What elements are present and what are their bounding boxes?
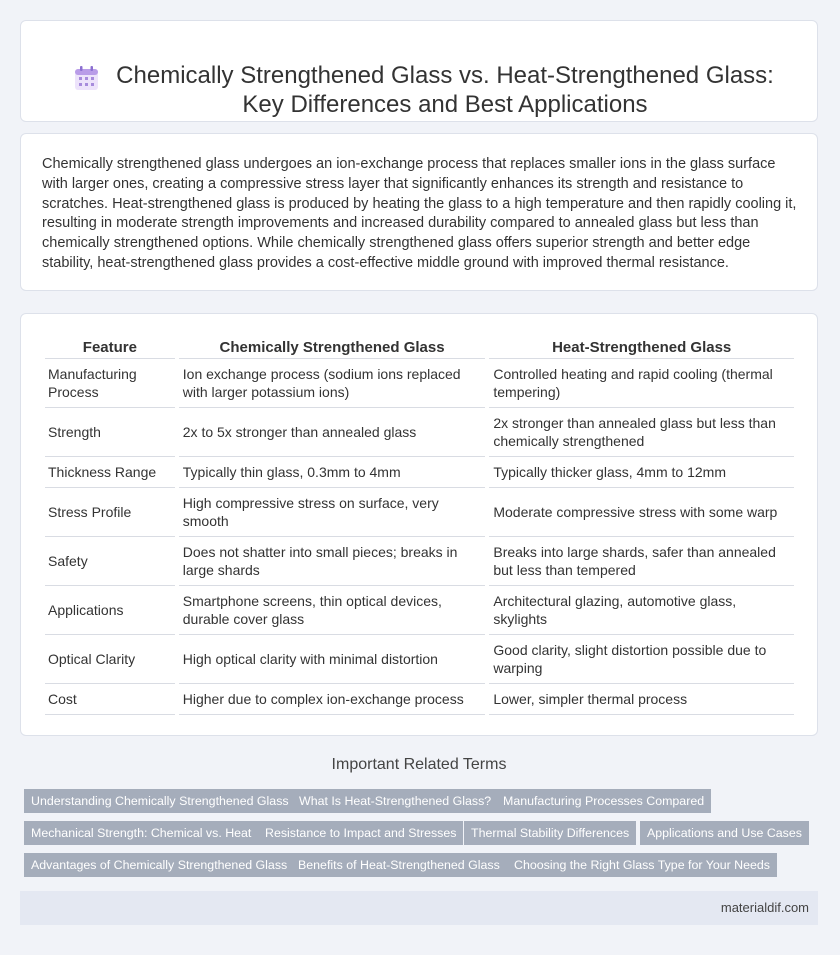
table-row	[45, 537, 794, 586]
table-row	[45, 408, 794, 457]
footer	[20, 891, 818, 925]
table-row	[45, 359, 794, 408]
heat-cell: Breaks into large shards, safer than annealed but less than tempered	[489, 537, 794, 586]
chemical-cell: 2x to 5x stronger than annealed glass	[179, 408, 486, 457]
intro-paragraph: Chemically strengthened glass undergoes an ion-exchange process that replaces smaller ions in the glass surface with larger ones, creating a compressive stress layer that significantly enhances its strength and resistance to scratches. Heat-strengthened glass is produced by heating the glass to a high temperature and then rapidly cooling it, resulting in moderate strength improvements and increased durability compared to annealed glass but less than chemically strengthened options. While chemically strengthened glass offers superior strength and better edge stability, heat-strengthened glass provides a cost-effective middle ground with improved thermal resistance.	[42, 156, 797, 271]
heat-cell: Lower, simpler thermal process	[489, 684, 794, 715]
table-row	[45, 457, 794, 488]
table-header-row	[45, 335, 794, 359]
feature-cell: Strength	[45, 408, 175, 457]
heat-cell: Good clarity, slight distortion possible due to warping	[489, 635, 794, 684]
chemical-cell: Ion exchange process (sodium ions replaced with larger potassium ions)	[179, 359, 486, 408]
calendar-icon	[74, 66, 99, 91]
intro-card	[20, 133, 818, 291]
table-row	[45, 488, 794, 537]
related-term-link[interactable]: Benefits of Heat-Strengthened Glass	[291, 853, 507, 877]
feature-cell: Cost	[45, 684, 175, 715]
feature-cell: Safety	[45, 537, 175, 586]
related-term-link[interactable]: Choosing the Right Glass Type for Your Needs	[507, 853, 777, 877]
feature-cell: Applications	[45, 586, 175, 635]
chemical-cell: High compressive stress on surface, very smooth	[179, 488, 486, 537]
table-row	[45, 635, 794, 684]
related-terms-title: Important Related Terms	[331, 756, 507, 773]
table-row	[45, 684, 794, 715]
header-card	[20, 20, 818, 122]
heat-cell: Moderate compressive stress with some warp	[489, 488, 794, 537]
column-header: Feature	[45, 335, 175, 359]
chemical-cell: High optical clarity with minimal distortion	[179, 635, 486, 684]
table-row	[45, 586, 794, 635]
heat-cell: 2x stronger than annealed glass but less than chemically strengthened	[489, 408, 794, 457]
chemical-cell: Typically thin glass, 0.3mm to 4mm	[179, 457, 486, 488]
related-term-link[interactable]: What Is Heat-Strengthened Glass?	[292, 789, 498, 813]
feature-cell: Manufacturing Process	[45, 359, 175, 408]
related-term-link[interactable]: Advantages of Chemically Strengthened Glass	[24, 853, 294, 877]
comparison-table-card	[20, 313, 818, 736]
heat-cell: Architectural glazing, automotive glass, skylights	[489, 586, 794, 635]
chemical-cell: Higher due to complex ion-exchange process	[179, 684, 486, 715]
related-term-link[interactable]: Applications and Use Cases	[640, 821, 809, 845]
page-title: Chemically Strengthened Glass vs. Heat-Strengthened Glass: Key Differences and Best Applications	[116, 62, 774, 118]
related-term-link[interactable]: Manufacturing Processes Compared	[496, 789, 711, 813]
column-header: Chemically Strengthened Glass	[179, 335, 486, 359]
related-term-link[interactable]: Thermal Stability Differences	[464, 821, 636, 845]
feature-cell: Stress Profile	[45, 488, 175, 537]
heat-cell: Controlled heating and rapid cooling (thermal tempering)	[489, 359, 794, 408]
related-term-link[interactable]: Resistance to Impact and Stresses	[258, 821, 463, 845]
column-header: Heat-Strengthened Glass	[489, 335, 794, 359]
feature-cell: Optical Clarity	[45, 635, 175, 684]
related-term-link[interactable]: Understanding Chemically Strengthened Glass	[24, 789, 296, 813]
site-name[interactable]: materialdif.com	[720, 900, 809, 915]
heat-cell: Typically thicker glass, 4mm to 12mm	[489, 457, 794, 488]
feature-cell: Thickness Range	[45, 457, 175, 488]
comparison-table	[41, 335, 798, 715]
chemical-cell: Smartphone screens, thin optical devices, durable cover glass	[179, 586, 486, 635]
related-term-link[interactable]: Mechanical Strength: Chemical vs. Heat	[24, 821, 258, 845]
chemical-cell: Does not shatter into small pieces; breaks in large shards	[179, 537, 486, 586]
